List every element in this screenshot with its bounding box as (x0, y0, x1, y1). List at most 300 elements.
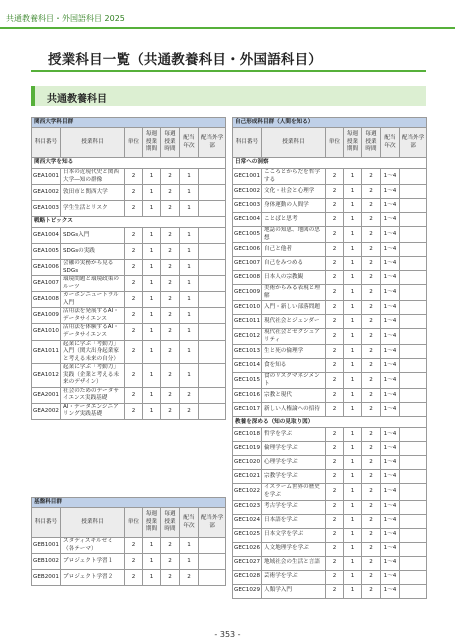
year: 1 (180, 308, 199, 324)
course-name: 会融の実務から見るSDGs (61, 260, 125, 276)
year: 1～4 (381, 542, 400, 556)
outside-faculty (400, 199, 427, 213)
course-name: SDGsの実践 (61, 244, 125, 260)
credits: 2 (125, 292, 143, 308)
year: 1～4 (381, 345, 400, 359)
course-name: 学生生活とリスク (61, 201, 125, 217)
year: 1 (180, 364, 199, 388)
table-row (32, 570, 226, 586)
course-name: 哲学を学ぶ (262, 428, 326, 442)
course-name: 倫理学を学ぶ (262, 442, 326, 456)
credits: 2 (125, 228, 143, 244)
course-table-foundation (31, 497, 226, 586)
credits: 2 (326, 373, 344, 389)
course-code: GEA1002 (32, 185, 61, 201)
outside-faculty (400, 484, 427, 500)
course-code: GEC1018 (233, 428, 262, 442)
course-name: 考古学を学ぶ (262, 500, 326, 514)
column-header: 毎週授業時間 (161, 508, 180, 538)
credits: 2 (125, 201, 143, 217)
outside-faculty (400, 570, 427, 584)
weekly-period: 1 (344, 570, 362, 584)
outside-faculty (400, 315, 427, 329)
page-title: 授業科目一覧（共通教養科目・外国語科目） (48, 52, 322, 68)
year: 1～4 (381, 528, 400, 542)
course-code: GEC1024 (233, 514, 262, 528)
table-row (32, 276, 226, 292)
outside-faculty (199, 169, 226, 185)
table-row (32, 403, 226, 419)
outside-faculty (400, 442, 427, 456)
year: 1 (180, 244, 199, 260)
course-name: プロジェクト学習２ (61, 570, 125, 586)
year: 1 (180, 538, 199, 554)
year: 1～4 (381, 403, 400, 417)
weekly-period: 1 (344, 556, 362, 570)
weekly-hours: 2 (161, 276, 180, 292)
weekly-hours: 2 (161, 228, 180, 244)
outside-faculty (400, 345, 427, 359)
year: 1～4 (381, 243, 400, 257)
column-header: 単位 (125, 508, 143, 538)
credits: 2 (326, 584, 344, 598)
course-code: GEA2002 (32, 403, 61, 419)
year: 1～4 (381, 213, 400, 227)
table-row (233, 470, 427, 484)
outside-faculty (400, 373, 427, 389)
weekly-period: 1 (344, 345, 362, 359)
column-header: 配当外学部 (199, 508, 226, 538)
course-name: 自己と他者 (262, 243, 326, 257)
outside-faculty (400, 542, 427, 556)
column-header: 授業科目 (262, 128, 326, 158)
course-code: GEA1004 (32, 228, 61, 244)
course-name: こころとからだを哲学する (262, 169, 326, 185)
credits: 2 (125, 570, 143, 586)
year: 1～4 (381, 301, 400, 315)
weekly-hours: 2 (362, 285, 381, 301)
course-name: 活用法を発展するAI・データサイエンス (61, 308, 125, 324)
table-row (233, 169, 427, 185)
table-row (32, 185, 226, 201)
table-row (233, 373, 427, 389)
column-header: 毎週授業時間 (362, 128, 381, 158)
course-name: 日本文学を学ぶ (262, 528, 326, 542)
credits: 2 (326, 456, 344, 470)
weekly-hours: 2 (161, 201, 180, 217)
outside-faculty (199, 228, 226, 244)
year: 1 (180, 276, 199, 292)
weekly-period: 1 (143, 364, 161, 388)
weekly-hours: 2 (362, 570, 381, 584)
weekly-hours: 2 (161, 185, 180, 201)
weekly-period: 1 (344, 528, 362, 542)
weekly-hours: 2 (161, 364, 180, 388)
section-heading-label: 共通教養科目 (47, 94, 107, 105)
weekly-period: 1 (143, 554, 161, 570)
year: 1 (180, 228, 199, 244)
table-row (233, 389, 427, 403)
credits: 2 (326, 528, 344, 542)
course-name: カーボンニュートラル入門 (61, 292, 125, 308)
year: 1 (180, 324, 199, 340)
table-caption: 自己形成科目群（人間を知る） (233, 118, 427, 128)
weekly-hours: 2 (161, 292, 180, 308)
year: 1～4 (381, 514, 400, 528)
table-row (233, 185, 427, 199)
table-row (233, 199, 427, 213)
year: 1～4 (381, 428, 400, 442)
table-caption: 基盤科目群 (32, 498, 226, 508)
table-row (32, 364, 226, 388)
table-row (32, 324, 226, 340)
year: 1 (180, 185, 199, 201)
title-underline (31, 70, 426, 72)
credits: 2 (125, 244, 143, 260)
table-header-row (32, 128, 226, 158)
outside-faculty (400, 169, 427, 185)
table-row (233, 257, 427, 271)
course-name: プロジェクト学習１ (61, 554, 125, 570)
table-row (233, 271, 427, 285)
weekly-period: 1 (143, 185, 161, 201)
outside-faculty (400, 528, 427, 542)
outside-faculty (400, 213, 427, 227)
year: 1～4 (381, 315, 400, 329)
credits: 2 (326, 484, 344, 500)
outside-faculty (199, 201, 226, 217)
weekly-hours: 2 (362, 345, 381, 359)
course-code: GEC1022 (233, 484, 262, 500)
course-name: 日本語を学ぶ (262, 514, 326, 528)
credits: 2 (326, 570, 344, 584)
weekly-period: 1 (344, 442, 362, 456)
course-name: 活用法を体験するAI・データサイエンス (61, 324, 125, 340)
weekly-hours: 2 (362, 271, 381, 285)
course-code: GEA1005 (32, 244, 61, 260)
table-row (233, 227, 427, 243)
column-header: 科目番号 (233, 128, 262, 158)
outside-faculty (400, 285, 427, 301)
course-table-self-formation (232, 117, 427, 599)
outside-faculty (199, 340, 226, 364)
credits: 2 (125, 554, 143, 570)
course-code: GEC1015 (233, 373, 262, 389)
table-caption-row (233, 118, 427, 128)
weekly-hours: 2 (362, 373, 381, 389)
year: 1～4 (381, 456, 400, 470)
weekly-hours: 2 (161, 554, 180, 570)
weekly-period: 1 (143, 324, 161, 340)
outside-faculty (400, 470, 427, 484)
credits: 2 (326, 500, 344, 514)
credits: 2 (326, 257, 344, 271)
course-name: 新しい人権論への招待 (262, 403, 326, 417)
weekly-period: 1 (344, 373, 362, 389)
credits: 2 (326, 243, 344, 257)
credits: 2 (326, 185, 344, 199)
course-name: 日本人の宗教観 (262, 271, 326, 285)
credits: 2 (326, 301, 344, 315)
outside-faculty (400, 185, 427, 199)
year: 1～4 (381, 584, 400, 598)
weekly-hours: 2 (161, 308, 180, 324)
year: 1～4 (381, 185, 400, 199)
table-row (233, 359, 427, 373)
table-header-row (233, 128, 427, 158)
weekly-period: 1 (344, 243, 362, 257)
running-header (0, 0, 455, 30)
table-row (233, 514, 427, 528)
weekly-hours: 2 (362, 213, 381, 227)
table-row (233, 403, 427, 417)
weekly-period: 1 (143, 169, 161, 185)
course-name: 現代社会とジェンダー (262, 315, 326, 329)
table-header-row (32, 508, 226, 538)
outside-faculty (400, 456, 427, 470)
weekly-hours: 2 (362, 584, 381, 598)
weekly-period: 1 (344, 403, 362, 417)
course-name: 日本の近現代史と関西大学―知の群像 (61, 169, 125, 185)
credits: 2 (125, 538, 143, 554)
table-row (233, 243, 427, 257)
year: 1～4 (381, 470, 400, 484)
course-name: ことばと思考 (262, 213, 326, 227)
weekly-hours: 2 (161, 387, 180, 403)
year: 1～4 (381, 169, 400, 185)
table-row (32, 308, 226, 324)
weekly-period: 1 (344, 213, 362, 227)
credits: 2 (326, 213, 344, 227)
course-name: 自己をみつめる (262, 257, 326, 271)
weekly-hours: 2 (362, 301, 381, 315)
table-row (233, 528, 427, 542)
course-name: 食を知る (262, 359, 326, 373)
group-row (233, 158, 427, 169)
weekly-period: 1 (344, 500, 362, 514)
weekly-period: 1 (344, 257, 362, 271)
credits: 2 (326, 389, 344, 403)
credits: 2 (326, 359, 344, 373)
course-code: GEB1001 (32, 538, 61, 554)
credits: 2 (326, 542, 344, 556)
course-name: 人類学入門 (262, 584, 326, 598)
table-row (32, 292, 226, 308)
credits: 2 (125, 185, 143, 201)
table-caption-row (32, 118, 226, 128)
weekly-period: 1 (344, 542, 362, 556)
credits: 2 (326, 556, 344, 570)
credits: 2 (326, 403, 344, 417)
year: 2 (180, 403, 199, 419)
group-label: 日常への洞察 (233, 158, 427, 169)
credits: 2 (326, 169, 344, 185)
weekly-period: 1 (143, 244, 161, 260)
course-code: GEC1023 (233, 500, 262, 514)
course-name: 食のリスクマネジメント (262, 373, 326, 389)
outside-faculty (400, 514, 427, 528)
table-row (233, 315, 427, 329)
course-code: GEA2001 (32, 387, 61, 403)
course-name: 生と死の倫理学 (262, 345, 326, 359)
group-label: 戦略トピックス (32, 217, 226, 228)
column-header: 配当年次 (180, 128, 199, 158)
credits: 2 (125, 364, 143, 388)
course-code: GEC1011 (233, 315, 262, 329)
course-code: GEB1002 (32, 554, 61, 570)
outside-faculty (400, 584, 427, 598)
course-name: 美術からみる表現と理解 (262, 285, 326, 301)
course-code: GEC1021 (233, 470, 262, 484)
credits: 2 (125, 308, 143, 324)
course-name: 社会のためのデータサイエンス実践基礎 (61, 387, 125, 403)
year: 1 (180, 201, 199, 217)
course-name: 人文地理学を学ぶ (262, 542, 326, 556)
credits: 2 (326, 271, 344, 285)
weekly-hours: 2 (362, 442, 381, 456)
course-code: GEA1003 (32, 201, 61, 217)
outside-faculty (400, 271, 427, 285)
outside-faculty (199, 570, 226, 586)
course-code: GEC1003 (233, 199, 262, 213)
column-header: 配当外学部 (400, 128, 427, 158)
credits: 2 (125, 324, 143, 340)
weekly-period: 1 (344, 185, 362, 199)
year: 1～4 (381, 359, 400, 373)
weekly-hours: 2 (161, 244, 180, 260)
table-row (233, 213, 427, 227)
column-header: 授業科目 (61, 128, 125, 158)
column-header: 授業科目 (61, 508, 125, 538)
course-code: GEC1006 (233, 243, 262, 257)
column-header: 単位 (125, 128, 143, 158)
weekly-hours: 2 (362, 528, 381, 542)
course-code: GEC1008 (233, 271, 262, 285)
credits: 2 (326, 227, 344, 243)
weekly-period: 1 (344, 285, 362, 301)
column-header: 科目番号 (32, 508, 61, 538)
year: 2 (180, 570, 199, 586)
weekly-period: 1 (143, 570, 161, 586)
course-code: GEC1012 (233, 329, 262, 345)
course-code: GEC1027 (233, 556, 262, 570)
table-row (233, 556, 427, 570)
weekly-hours: 2 (161, 538, 180, 554)
column-header: 毎週授業期間 (344, 128, 362, 158)
course-code: GEC1029 (233, 584, 262, 598)
group-row (32, 158, 226, 169)
credits: 2 (125, 340, 143, 364)
year: 2 (180, 387, 199, 403)
outside-faculty (400, 257, 427, 271)
course-code: GEC1028 (233, 570, 262, 584)
course-code: GEC1025 (233, 528, 262, 542)
weekly-period: 1 (344, 484, 362, 500)
outside-faculty (400, 227, 427, 243)
year: 1 (180, 340, 199, 364)
weekly-hours: 2 (362, 227, 381, 243)
credits: 2 (125, 169, 143, 185)
course-code: GEA1008 (32, 292, 61, 308)
table-row (233, 442, 427, 456)
course-code: GEC1001 (233, 169, 262, 185)
year: 1～4 (381, 500, 400, 514)
outside-faculty (199, 260, 226, 276)
table-row (233, 456, 427, 470)
weekly-period: 1 (344, 227, 362, 243)
course-name: 起業に学ぶ「考動力」実践（企業と考える未来のデザイン） (61, 364, 125, 388)
table-row (233, 484, 427, 500)
header-rule (0, 27, 455, 29)
course-table-kansai (31, 117, 226, 420)
credits: 2 (326, 199, 344, 213)
year: 1～4 (381, 257, 400, 271)
table-row (233, 301, 427, 315)
running-header-title: 共通教養科目・外国語科目 2025 (6, 14, 125, 23)
outside-faculty (199, 538, 226, 554)
weekly-period: 1 (143, 538, 161, 554)
course-name: スタディスキルゼミ（各テーマ） (61, 538, 125, 554)
table-row (233, 329, 427, 345)
table-row (233, 428, 427, 442)
weekly-hours: 2 (362, 185, 381, 199)
weekly-hours: 2 (362, 542, 381, 556)
weekly-hours: 2 (161, 570, 180, 586)
weekly-period: 1 (143, 292, 161, 308)
weekly-period: 1 (143, 228, 161, 244)
year: 1～4 (381, 373, 400, 389)
course-code: GEC1002 (233, 185, 262, 199)
table-row (32, 169, 226, 185)
year: 1～4 (381, 442, 400, 456)
weekly-hours: 2 (362, 329, 381, 345)
course-name: AI・データエンジニアリング実践基礎 (61, 403, 125, 419)
credits: 2 (326, 285, 344, 301)
outside-faculty (199, 308, 226, 324)
weekly-hours: 2 (161, 260, 180, 276)
weekly-period: 1 (344, 470, 362, 484)
course-code: GEC1007 (233, 257, 262, 271)
outside-faculty (199, 292, 226, 308)
course-code: GEC1005 (233, 227, 262, 243)
column-header: 配当年次 (381, 128, 400, 158)
weekly-period: 1 (344, 584, 362, 598)
course-code: GEC1004 (233, 213, 262, 227)
table-row (233, 285, 427, 301)
course-code: GEA1009 (32, 308, 61, 324)
weekly-period: 1 (143, 340, 161, 364)
weekly-hours: 2 (362, 389, 381, 403)
course-code: GEC1010 (233, 301, 262, 315)
weekly-period: 1 (344, 329, 362, 345)
credits: 2 (125, 387, 143, 403)
course-code: GEC1026 (233, 542, 262, 556)
year: 1～4 (381, 271, 400, 285)
year: 1～4 (381, 329, 400, 345)
credits: 2 (326, 514, 344, 528)
column-header: 毎週授業時間 (161, 128, 180, 158)
course-code: GEA1001 (32, 169, 61, 185)
year: 1～4 (381, 570, 400, 584)
table-caption: 関西大学科目群 (32, 118, 226, 128)
group-label: 関西大学を知る (32, 158, 226, 169)
outside-faculty (400, 428, 427, 442)
outside-faculty (199, 185, 226, 201)
weekly-period: 1 (344, 389, 362, 403)
weekly-period: 1 (344, 199, 362, 213)
column-header: 配当外学部 (199, 128, 226, 158)
course-name: 地誌の知恵、地図の思想 (262, 227, 326, 243)
